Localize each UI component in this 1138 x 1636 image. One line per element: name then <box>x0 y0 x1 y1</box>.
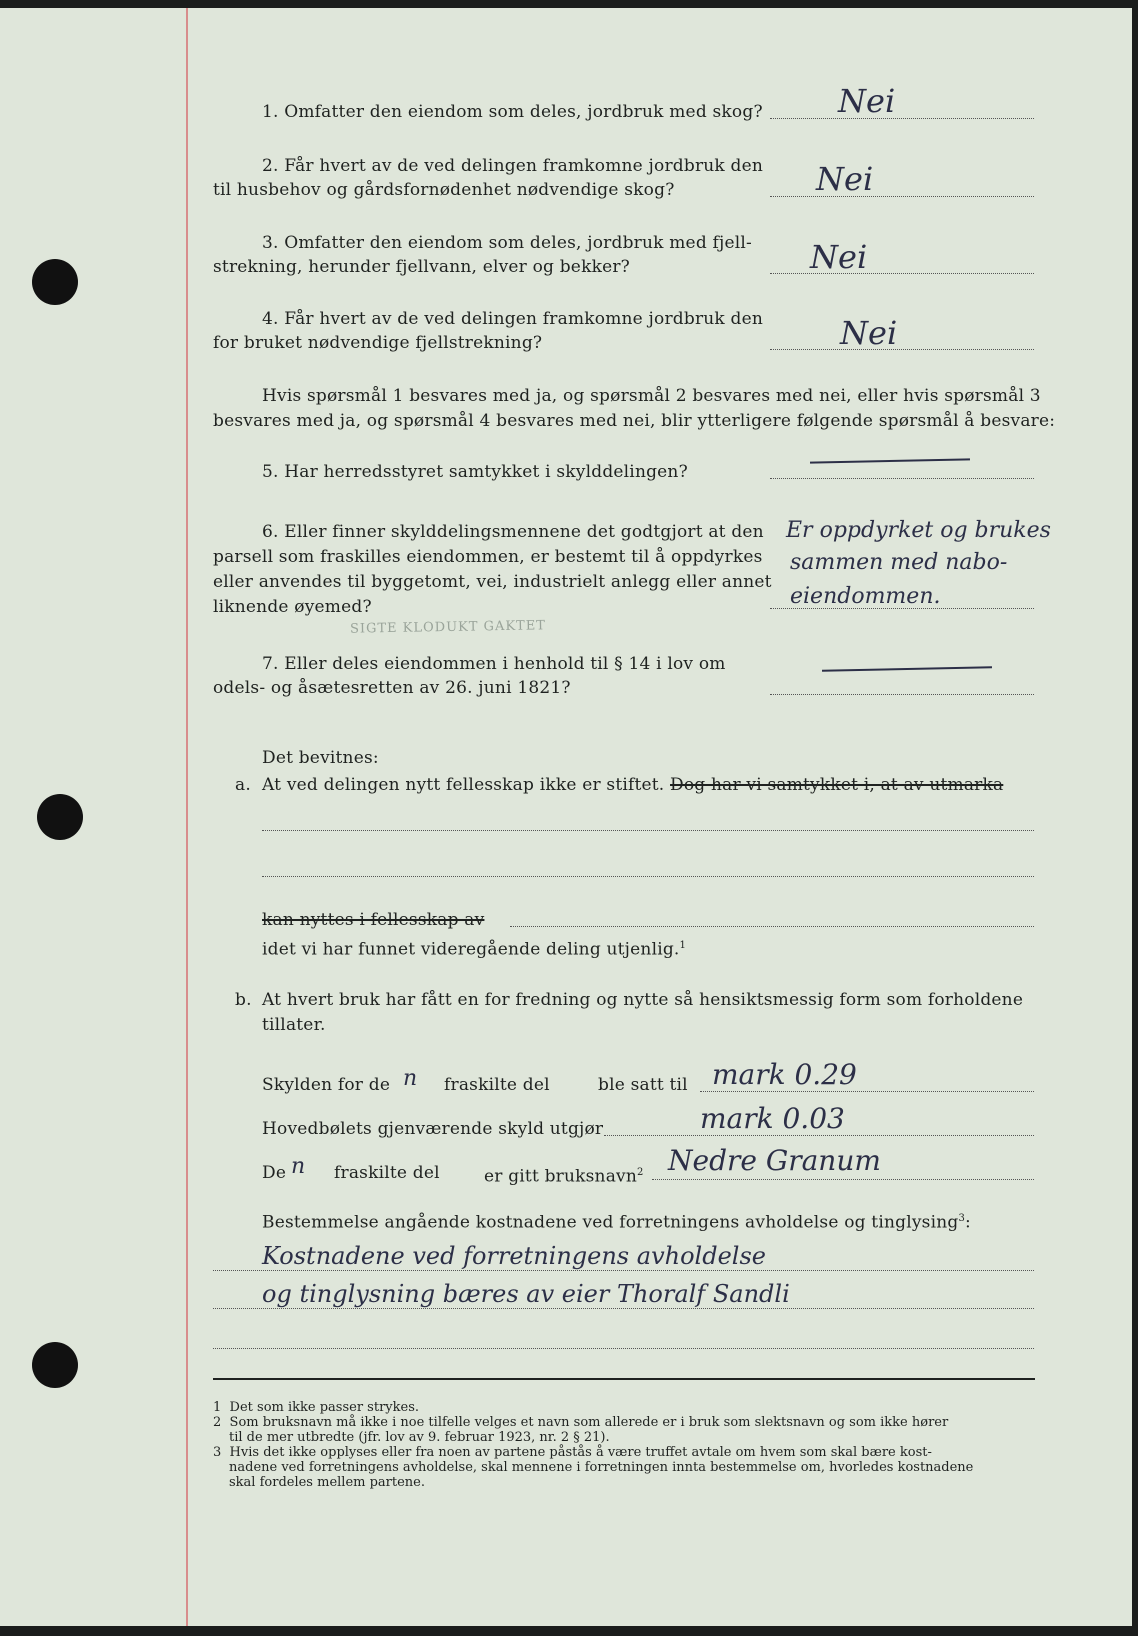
item-a-line <box>262 773 1003 797</box>
skyld-label-b: fraskilte del <box>444 1075 550 1095</box>
answer-1: Nei <box>838 82 896 120</box>
item-b-line2: tillater. <box>262 1015 326 1035</box>
item-a-line3 <box>262 934 686 962</box>
skyld-label-a: Skylden for de <box>262 1075 391 1095</box>
skyld-label-c: ble satt til <box>598 1075 688 1095</box>
item-a-struck: Dog har vi samtykket i, at av utmarka <box>670 775 1004 795</box>
answer-line <box>652 1179 1034 1180</box>
bruksnavn-label-text: er gitt bruksnavn <box>484 1166 637 1187</box>
answer-line <box>604 1135 1034 1136</box>
answer-line <box>213 1348 1034 1349</box>
item-a-prefix: a. <box>235 775 251 795</box>
answer-line <box>770 196 1034 197</box>
kostnader-label-text: Bestemmelse angående kostnadene ved forretningens avholdelse og tinglysing <box>262 1212 959 1233</box>
footnote-3-number: 3 <box>213 1445 222 1460</box>
question-5: 5. Har herredsstyret samtykket i skylddelingen? <box>262 462 688 482</box>
punch-hole <box>37 794 83 840</box>
footnote-3-text-b: nadene ved forretningens avholdelse, skal mennene i forretningen innta bestemmelse om, hvorledes kostnadene <box>229 1460 974 1475</box>
item-a-text: At ved delingen nytt fellesskap ikke er stiftet. <box>262 775 665 795</box>
answer-6-line2: sammen med nabo- <box>790 550 1008 575</box>
punch-hole <box>32 1342 78 1388</box>
bruksnavn-value: Nedre Granum <box>668 1144 881 1177</box>
question-3-line1: 3. Omfatter den eiendom som deles, jordbruk med fjell- <box>262 233 752 253</box>
kostnader-line1: Kostnadene ved forretningens avholdelse <box>262 1242 766 1270</box>
answer-4: Nei <box>840 314 898 352</box>
skyld-value: mark 0.29 <box>712 1058 857 1091</box>
item-b-line1: At hvert bruk har fått en for fredning og nytte så hensiktsmessig form som forholdene <box>262 990 1024 1010</box>
intro-line1: Hvis spørsmål 1 besvares med ja, og spørsmål 2 besvares med nei, eller hvis spørsmål 3 <box>262 386 1041 406</box>
answer-5-dash <box>810 458 970 463</box>
item-a-struck-2: kan nyttes i fellesskap av <box>262 910 485 930</box>
footnote-2-text-b: til de mer utbredte (jfr. lov av 9. februar 1923, nr. 2 § 21). <box>229 1430 610 1445</box>
question-2-line2: til husbehov og gårdsfornødenhet nødvendige skog? <box>213 180 675 200</box>
question-4-line2: for bruket nødvendige fjellstrekning? <box>213 333 543 353</box>
question-2-line1: 2. Får hvert av de ved delingen framkomne jordbruk den <box>262 156 764 176</box>
hovedbol-label: Hovedbølets gjenværende skyld utgjør <box>262 1119 604 1139</box>
answer-7-dash <box>822 666 992 672</box>
answer-6-line3: eiendommen. <box>790 584 941 609</box>
footnote-rule <box>213 1378 1035 1380</box>
footnote-ref-3: 3 <box>958 1213 966 1224</box>
margin-line <box>186 8 188 1626</box>
footnote-1 <box>213 1400 419 1416</box>
form-page <box>0 8 1132 1626</box>
kostnader-line2: og tinglysning bæres av eier Thoralf Sandli <box>262 1280 790 1308</box>
blank-line <box>262 830 1034 831</box>
blank-line <box>262 876 1034 877</box>
bruksnavn-label-a: De <box>262 1163 287 1183</box>
question-1: 1. Omfatter den eiendom som deles, jordbruk med skog? <box>262 102 763 122</box>
answer-line <box>700 1091 1034 1092</box>
footnote-3-text-a: Hvis det ikke opplyses eller fra noen av partene påstås å være truffet avtale om hvem som skal bære kost- <box>229 1445 932 1460</box>
footnote-2 <box>213 1415 948 1431</box>
question-3-line2: strekning, herunder fjellvann, elver og bekker? <box>213 257 630 277</box>
footnote-2-text-a: Som bruksnavn må ikke i noe tilfelle velges et navn som allerede er i bruk som slektsnavn og som ikke hører <box>229 1415 949 1430</box>
question-7-line2: odels- og åsætesretten av 26. juni 1821? <box>213 678 571 698</box>
answer-line <box>770 478 1034 479</box>
question-6-line2: parsell som fraskilles eiendommen, er bestemt til å oppdyrkes <box>213 547 763 567</box>
answer-line <box>770 118 1034 119</box>
hovedbol-value: mark 0.03 <box>700 1102 845 1135</box>
punch-hole <box>32 259 78 305</box>
answer-line <box>213 1270 1034 1271</box>
kostnader-colon: : <box>965 1212 971 1233</box>
answer-6-line1: Er oppdyrket og brukes <box>786 518 1051 543</box>
bruksnavn-label-c <box>484 1161 644 1189</box>
answer-3: Nei <box>810 238 868 276</box>
answer-line <box>770 694 1034 695</box>
question-6-line3: eller anvendes til byggetomt, vei, industrielt anlegg eller annet <box>213 572 772 592</box>
footnote-3 <box>213 1445 932 1461</box>
footnote-2-number: 2 <box>213 1415 222 1430</box>
answer-line <box>770 608 1034 609</box>
footnote-1-number: 1 <box>213 1400 222 1415</box>
item-b-prefix: b. <box>235 990 252 1010</box>
bruksnavn-suffix: n <box>291 1154 306 1179</box>
bruksnavn-label-b: fraskilte del <box>334 1163 440 1183</box>
answer-2: Nei <box>816 160 874 198</box>
intro-line2: besvares med ja, og spørsmål 4 besvares med nei, blir ytterligere følgende spørsmål å besvare: <box>213 411 1056 431</box>
question-4-line1: 4. Får hvert av de ved delingen framkomne jordbruk den <box>262 309 764 329</box>
question-7-line1: 7. Eller deles eiendommen i henhold til § 14 i lov om <box>262 654 726 674</box>
skyld-suffix: n <box>403 1066 418 1091</box>
question-6-line1: 6. Eller finner skylddelingsmennene det godtgjort at den <box>262 522 764 542</box>
footnote-1-text: Det som ikke passer strykes. <box>229 1400 419 1415</box>
footnote-3-text-c: skal fordeles mellem partene. <box>229 1475 426 1490</box>
question-6-line4: liknende øyemed? <box>213 597 372 617</box>
bevitnes-heading: Det bevitnes: <box>262 748 379 768</box>
item-a-line3-text: idet vi har funnet videregående deling utjenlig. <box>262 939 680 960</box>
blank-line <box>510 926 1034 927</box>
answer-line <box>213 1308 1034 1309</box>
faint-stamp: SIGTE KLODUKT GAKTET <box>349 618 547 637</box>
footnote-ref-1: 1 <box>679 940 687 951</box>
footnote-ref-2: 2 <box>637 1167 644 1178</box>
kostnader-label <box>262 1207 971 1235</box>
answer-line <box>770 349 1034 350</box>
